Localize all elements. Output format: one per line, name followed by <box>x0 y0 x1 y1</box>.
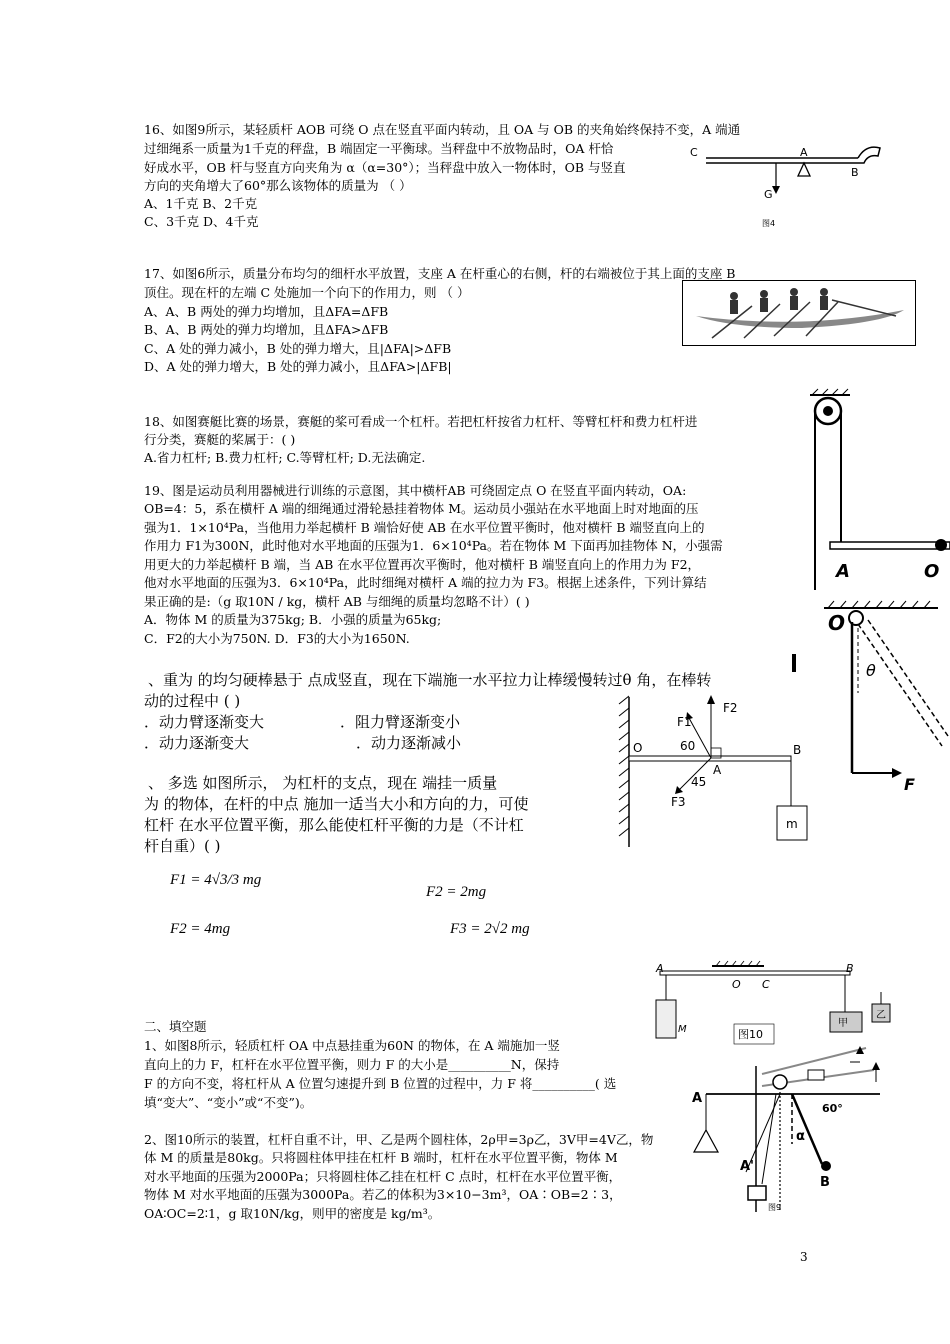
fill1-line3: F 的方向不变，将杠杆从 A 位置匀速提升到 B 位置的过程中，力 F 将__________( 选 <box>144 1076 617 1091</box>
pulley-label-a: A <box>836 561 850 582</box>
q18-line2: 行分类，赛艇的桨属于：( ) <box>144 432 296 447</box>
rod-label-f: F <box>904 775 915 794</box>
lever-label-o: O <box>633 741 643 755</box>
fig10-label-m: M <box>678 1024 687 1035</box>
fill1-line1: 1、如图8所示，轻质杠杆 OA 中点悬挂重为60N 的物体，在 A 端施加一竖 <box>144 1038 560 1053</box>
q17-option-d: D、A 处的弹力增大，B 处的弹力减小，且ΔFA>|ΔFB| <box>144 359 452 374</box>
lever-force-f1: F1 <box>677 715 692 729</box>
fig9b-label-a: A <box>692 1091 703 1106</box>
q21-line3: 杠杆 在水平位置平衡，那么能使杠杆平衡的力是（不计杠 <box>144 816 524 834</box>
q21-formula-a: F1 = 4√3/3 mg <box>170 872 262 888</box>
q19-line2: OB=4：5，系在横杆 A 端的细绳通过滑轮悬挂着物体 M。运动员小强站在水平地面上时对地面的压 <box>144 501 699 516</box>
q16-line3: 好成水平，OB 杆与竖直方向夹角为 α（α=30°）；当秤盘中放入一物体时，OB 与竖直 <box>144 160 626 175</box>
fig9-label-b: B <box>851 166 859 179</box>
fig10-label-o: O <box>732 978 741 991</box>
q20-option-a: ．动力臂逐渐变大 <box>144 713 265 731</box>
q20-line2: 动的过程中 ( ) <box>144 692 241 710</box>
fig9b-label-a-prime: A' <box>740 1159 755 1174</box>
lever-angle-60: 60 <box>680 739 696 753</box>
q17-option-c: C、A 处的弹力减小，B 处的弹力增大，且|ΔFA|>ΔFB <box>144 341 452 356</box>
rowing-boat-image <box>682 280 916 346</box>
q16-options-cd: C、3千克 D、4千克 <box>144 214 259 229</box>
q16-line4: 方向的夹角增大了60°那么该物体的质量为 （ ） <box>144 178 412 193</box>
q19-line6: 他对水平地面的压强为3．6×10⁴Pa，此时细绳对横杆 A 端的拉力为 F3。根据上述条件，下列计算结 <box>144 575 707 590</box>
q17-line1: 17、如图6所示，质量分布均匀的细杆水平放置，支座 A 在杆重心的右侧，杆的右端被位于其上面的支座 B <box>144 266 736 281</box>
fig9b-label-b: B <box>820 1175 830 1190</box>
q17-option-a: A、A、B 两处的弹力均增加，且ΔFA=ΔFB <box>144 304 389 319</box>
q21-formula-b: F2 = 2mg <box>426 884 487 900</box>
q20-line1: 、重为 的均匀硬棒悬于 点成竖直，现在下端施一水平拉力让棒缓慢转过θ 角，在棒转 <box>148 671 712 689</box>
q20-option-c: ．动力逐渐变大 <box>144 734 250 752</box>
page-number: 3 <box>800 1250 808 1264</box>
q21-formula-d: F3 = 2√2 mg <box>450 921 530 937</box>
q21-line2: 为 的物体，在杆的中点 施加一适当大小和方向的力，可使 <box>144 795 529 813</box>
fig9-label-a: A <box>800 146 808 159</box>
q19-line5: 用更大的力举起横杆 B 端，当 AB 在水平位置再次平衡时，他对横杆 B 端竖直向上的作用力为 F2， <box>144 557 701 572</box>
fill2-line2: 体 M 的质量是80kg。只将圆柱体甲挂在杠杆 B 端时，杠杆在水平位置平衡，物体 M <box>144 1150 618 1165</box>
lever-force-f2: F2 <box>723 701 738 715</box>
q17-line2: 顶住。现在杆的左端 C 处施加一个向下的作用力，则 （ ） <box>144 285 470 300</box>
q19-line1: 19、图是运动员利用器械进行训练的示意图，其中横杆AB 可绕固定点 O 在竖直平面内转动，OA: <box>144 483 687 498</box>
fig10-label-b: B <box>846 962 854 975</box>
q18-line1: 18、如图赛艇比赛的场景，赛艇的桨可看成一个杠杆。若把杠杆按省力杠杆、等臂杠杆和费力杠杆进 <box>144 414 698 429</box>
fill2-line3: 对水平地面的压强为2000Pa；只将圆柱体乙挂在杠杆 C 点时，杠杆在水平位置平衡， <box>144 1169 622 1184</box>
q16-options-ab: A、1千克 B、2千克 <box>144 196 258 211</box>
fig9-label-g: G <box>764 188 773 201</box>
fig9-caption: 图4 <box>762 219 776 228</box>
fig10-label-yi: 乙 <box>876 1010 886 1021</box>
q19-options-cd: C．F2的大小为750N. D．F3的大小为1650N. <box>144 631 410 646</box>
figure-lever-forces <box>617 692 817 852</box>
q19-line4: 作用力 F1为300N，此时他对水平地面的压强为1．6×10⁴Pa。若在物体 M 下面再加挂物体 N，小强需 <box>144 538 723 553</box>
q16-line2: 过细绳系一质量为1千克的秤盘，B 端固定一平衡球。当秤盘中不放物品时，OA 杆恰 <box>144 141 614 156</box>
rod-label-o: O <box>828 611 846 635</box>
fig9b-label-60: 60° <box>822 1102 843 1115</box>
fig10-caption: 图10 <box>738 1028 763 1041</box>
q16-line1: 16、如图9所示，某轻质杆 AOB 可绕 O 点在竖直平面内转动，且 OA 与 OB 的夹角始终保持不变，A 端通 <box>144 122 741 137</box>
lever-label-b: B <box>793 743 802 757</box>
lever-angle-45: 45 <box>691 775 707 789</box>
q19-options-ab: A．物体 M 的质量为375kg; B．小强的质量为65kg; <box>144 612 442 627</box>
figure-9-rotating-lever <box>690 1022 900 1212</box>
lever-label-a: A <box>713 763 722 777</box>
fill2-line4: 物体 M 对水平地面的压强为3000Pa。若乙的体积为3×10−3m³，OA∶OB=2∶3， <box>144 1187 622 1202</box>
q20-option-d: ．动力逐渐减小 <box>356 734 462 752</box>
lever-mass-m: m <box>786 817 798 831</box>
fig10-label-a: A <box>656 962 664 975</box>
section2-title: 二、填空题 <box>144 1019 207 1034</box>
q20-option-b: ．阻力臂逐渐变小 <box>340 713 461 731</box>
fill2-line5: OA∶OC=2∶1，g 取10N/kg，则甲的密度是 kg/m³。 <box>144 1206 441 1221</box>
q21-formula-c: F2 = 4mg <box>170 921 231 937</box>
fill1-line4: 填“变大”、“变小”或“不变”)。 <box>144 1095 313 1110</box>
q21-line4: 杆自重）( ) <box>144 837 221 855</box>
fig9-label-c: C <box>690 146 698 159</box>
q21-line1: 、 多选 如图所示， 为杠杆的支点，现在 端挂一质量 <box>148 774 498 792</box>
fig9b-caption: 图9 <box>768 1203 782 1212</box>
q19-line7: 果正确的是:（g 取10N / kg，横杆 AB 与细绳的质量均忽略不计）( ) <box>144 594 530 609</box>
q18-options: A.省力杠杆; B.费力杠杆; C.等臂杠杆; D.无法确定. <box>144 450 426 465</box>
lever-force-f3: F3 <box>671 795 686 809</box>
q19-line3: 强为1．1×10⁴Pa，当他用力举起横杆 B 端恰好使 AB 在水平位置平衡时，他对横杆 B 端竖直向上的 <box>144 520 705 535</box>
figure-scale-lever <box>688 140 886 230</box>
pulley-label-o: O <box>924 561 940 582</box>
rod-label-theta: θ <box>866 661 876 680</box>
fig9b-label-alpha: α <box>796 1129 805 1144</box>
fig10-label-c: C <box>762 978 770 991</box>
fill2-line1: 2、图10所示的装置，杠杆自重不计，甲、乙是两个圆柱体，2ρ甲=3ρ乙，3V甲=4V乙，物 <box>144 1132 654 1147</box>
q17-option-b: B、A、B 两处的弹力均增加，且ΔFA>ΔFB <box>144 322 389 337</box>
figure-pulley-training <box>800 385 950 590</box>
fig10-label-jia: 甲 <box>838 1018 848 1029</box>
fill1-line2: 直向上的力 F，杠杆在水平位置平衡，则力 F 的大小是__________N，保持 <box>144 1057 560 1072</box>
